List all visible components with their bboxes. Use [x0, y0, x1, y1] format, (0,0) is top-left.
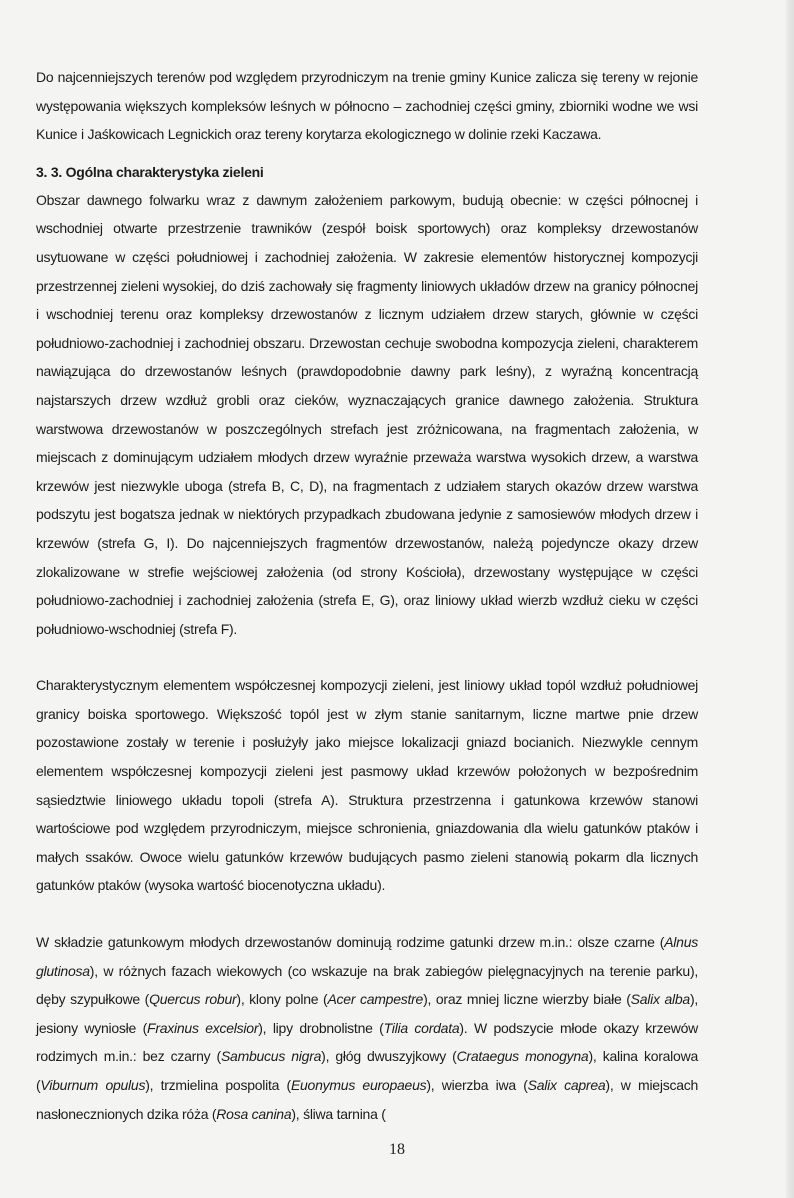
page-number: 18: [389, 1141, 405, 1158]
species-latin-name: Salix alba: [630, 991, 690, 1008]
species-text: ), w miejscach nasłonecznionych dzika róża (: [36, 1077, 699, 1122]
species-latin-name: Salix caprea: [527, 1077, 606, 1093]
species-latin-name: Fraxinus excelsior: [147, 1019, 259, 1036]
species-text: ), trzmielina pospolita (: [145, 1077, 291, 1093]
paragraph-greenery-overview: Obszar dawnego folwarku wraz z dawnym założeniem parkowym, budują obecnie: w części północnej i wschodniej otwarte przestrzenie trawników (zespół boisk sportowych) oraz kompleksy drzewostanów usytuowane w części południowej i zachodniej założenia. W zakresie elementów historycznej kompozycji przestrzennej zieleni wysokiej, do dziś zachowały się fragmenty liniowych układów drzew na granicy północnej i wschodniej terenu oraz kompleksy drzewostanów z licznym udziałem drzew starych, głównie w części południowo-zachodniej i zachodniej obszaru. Drzewostan cechuje swobodna kompozycja zieleni, charakterem nawiązująca do drzewostanów leśnych (prawdopodobnie dawny park leśny), z wyraźną koncentracją najstarszych drzew wzdłuż grobli oraz cieków, wyznaczających granice dawnego założenia. Struktura warstwowa drzewostanów w poszczególnych strefach jest zróżnicowana, na fragmentach założenia, w miejscach z dominującym udziałem młodych drzew wyraźnie przeważa warstwa wysokich drzew, a warstwa krzewów jest niezwykle uboga (strefa B, C, D), na fragmentach z udziałem starych okazów drzew warstwa podszytu jest bogatsza jednak w niektórych przypadkach zbudowana jedynie z samosiewów młodych drzew i krzewów (strefa G, I). Do najcenniejszych fragmentów drzewostanów, należą pojedyncze okazy drzew zlokalizowane w strefie wejściowej założenia (od strony Kościoła), drzewostany występujące w części południowo-zachodniej i zachodniej założenia (strefa E, G), oraz liniowy układ wierzb wzdłuż cieku w części południowo-wschodniej (strefa F).: [36, 191, 698, 637]
species-latin-name: Viburnum opulus: [40, 1077, 146, 1093]
species-text: ), w różnych fazach wiekowych (co wskazuje na brak zabiegów pielęgnacyjnych na terenie parku), dęby szypułkowe (: [36, 962, 698, 1008]
paragraph-intro: Do najcenniejszych terenów pod względem przyrodniczym na trenie gminy Kunice zalicza się tereny w rejonie występowania większych kompleksów leśnych w północno – zachodniej części gminy, zbiorniki wodne we wsi Kunice i Jaśkowicach Legnickich oraz tereny korytarza ekologicznego w dolinie rzeki Kaczawa.: [36, 69, 698, 143]
species-text: ), jesiony wyniosłe (: [36, 991, 699, 1036]
species-text: ), śliwa tarnina (: [291, 1105, 386, 1122]
species-text: ), oraz mniej liczne wierzby białe (: [423, 991, 631, 1008]
document-body: [36, 63, 698, 1128]
species-text: ), głóg dwuszyjkowy (: [321, 1048, 457, 1065]
species-text: ), lipy drobnolistne (: [258, 1019, 384, 1036]
page-edge-shadow: [786, 0, 794, 1198]
species-latin-name: Acer campestre: [327, 991, 424, 1008]
species-text: W składzie gatunkowym młodych drzewostanów dominują rodzime gatunki drzew m.in.: olsze czarne (: [36, 934, 665, 951]
paragraph-contemporary-composition: Charakterystycznym elementem współczesnej kompozycji zieleni, jest liniowy układ topól wzdłuż południowej granicy boiska sportowego. Większość topól jest w złym stanie sanitarnym, liczne martwe pnie drzew pozostawione zostały w terenie i posłużyły jako miejsce lokalizacji gniazd bocianich. Niezwykle cennym elementem współczesnej kompozycji zieleni jest pasmowy układ krzewów położonych w bezpośrednim sąsiedztwie liniowego układu topoli (strefa A). Struktura przestrzenna i gatunkowa krzewów stanowi wartościowe pod względem przyrodniczym, miejsce schronienia, gniazdowania dla wielu gatunków ptaków i małych ssaków. Owoce wielu gatunków krzewów budujących pasmo zieleni stanowią pokarm dla licznych gatunków ptaków (wysoka wartość biocenotyczna układu).: [36, 677, 698, 894]
species-latin-name: Euonymus europaeus: [290, 1077, 427, 1093]
species-latin-name: Rosa canina: [216, 1105, 292, 1122]
paragraph-species-composition: [36, 928, 698, 1128]
section-heading: 3. 3. Ogólna charakterystyka zieleni: [36, 163, 264, 180]
species-text: ). W podszycie młode okazy krzewów rodzimych m.in.: bez czarny (: [36, 1019, 698, 1065]
species-latin-name: Quercus robur: [149, 991, 237, 1008]
species-latin-name: Alnus glutinosa: [36, 934, 698, 979]
species-latin-name: Crataegus monogyna: [456, 1048, 589, 1065]
species-text: ), klony polne (: [236, 991, 328, 1008]
species-text: ), wierzba iwa (: [426, 1077, 528, 1093]
species-latin-name: Sambucus nigra: [220, 1048, 322, 1065]
species-latin-name: Tilia cordata: [383, 1019, 460, 1036]
species-text: ), kalina koralowa (: [36, 1048, 698, 1093]
